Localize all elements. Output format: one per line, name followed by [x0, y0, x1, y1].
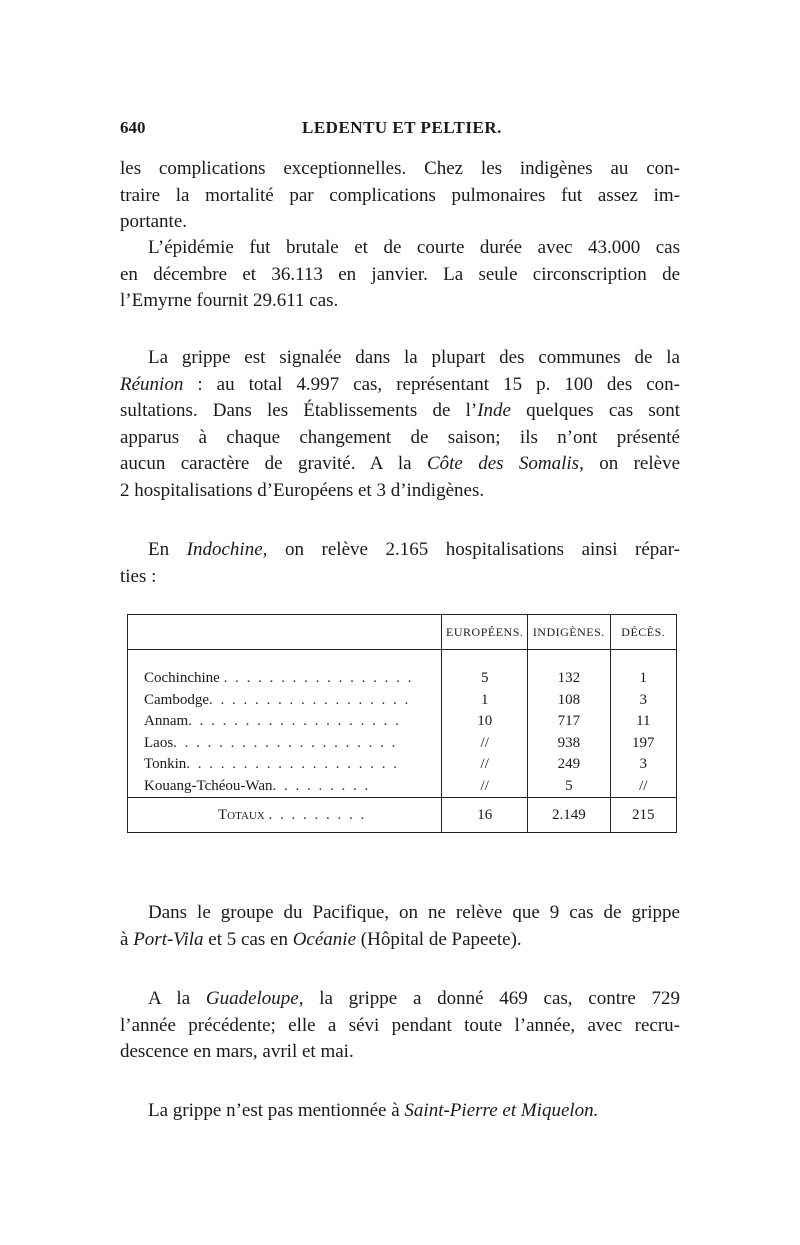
text-line: les complications exceptionnelles. Chez les indigènes au con- — [120, 158, 680, 179]
text-line — [120, 1098, 680, 1125]
place-name: Guadeloupe, — [205, 988, 304, 1009]
text-line: Dans le groupe du Pacifique, on ne relève que 9 cas de grippe — [148, 902, 680, 923]
row-label: Laos — [144, 734, 174, 751]
text-line — [120, 986, 680, 1013]
table-row: Laos. . . . . . . . . . . . . . . . . . . . // 938 197 — [128, 733, 677, 755]
row-label: Cambodge — [144, 691, 209, 708]
text-line — [120, 398, 680, 425]
cell-deces: 3 — [610, 690, 676, 712]
page-header — [120, 118, 680, 142]
header-blank — [128, 615, 442, 650]
text-span: à — [120, 928, 134, 950]
paragraph-1 — [120, 156, 680, 236]
cell-indigenes: 938 — [528, 733, 611, 755]
spacer-row — [128, 650, 677, 669]
place-name: Océanie — [292, 928, 357, 950]
text-line — [120, 537, 680, 564]
place-name: Inde — [477, 400, 511, 421]
text-line: l’année précédente; elle a sévi pendant toute l’année, avec recru- — [120, 1014, 680, 1036]
text-line: en décembre et 36.113 en janvier. La seule circonscription de — [120, 263, 680, 285]
row-label: Annam — [144, 713, 189, 730]
cell-indigenes: 108 — [528, 690, 611, 712]
table-row: Kouang-Tchéou-Wan. . . . . . . . . // 5 // — [128, 776, 677, 798]
total-row: Totaux . . . . . . . . . 16 2.149 215 — [128, 798, 677, 833]
text-span: (Hôpital de Papeete). — [356, 928, 522, 950]
cell-europeens: // — [442, 733, 528, 755]
place-name: Réunion — [120, 373, 184, 395]
text-span: La grippe n’est pas mentionnée à — [148, 1100, 405, 1121]
total-europeens: 16 — [442, 798, 528, 833]
cell-indigenes: 249 — [528, 754, 611, 776]
text-span: et 5 cas en — [203, 928, 293, 950]
header-europeens: EUROPÉENS. — [442, 615, 528, 650]
total-label: Totaux — [218, 806, 265, 823]
place-name: Côte des Somalis, — [426, 453, 584, 474]
row-label: Kouang-Tchéou-Wan — [144, 777, 273, 794]
table-row: Cambodge. . . . . . . . . . . . . . . . . . 1 108 3 — [128, 690, 677, 712]
cell-deces: 11 — [610, 711, 676, 733]
text-line: La grippe est signalée dans la plupart des communes de la — [148, 347, 680, 368]
text-line — [120, 927, 680, 954]
header-deces: DÉCÈS. — [610, 615, 676, 650]
paragraph-6 — [120, 986, 680, 1066]
text-span: : au total 4.997 cas, représentant 15 p. 100 des con- — [183, 373, 680, 395]
text-line — [120, 372, 680, 399]
text-line: traire la mortalité par complications pulmonaires fut assez im- — [120, 184, 680, 206]
place-name: Port-Vila — [133, 928, 204, 950]
cell-deces: // — [610, 776, 676, 798]
text-span: on relève 2.165 hospitalisations ainsi répar- — [267, 539, 680, 560]
cell-deces: 197 — [610, 733, 676, 755]
paragraph-2 — [120, 235, 680, 315]
text-span: A la — [148, 988, 206, 1009]
total-indigenes: 2.149 — [528, 798, 611, 833]
cell-europeens: // — [442, 776, 528, 798]
text-line — [120, 451, 680, 478]
row-label: Tonkin — [144, 756, 187, 773]
page-number: 640 — [120, 118, 146, 137]
table-row: Tonkin. . . . . . . . . . . . . . . . . . . // 249 3 — [128, 754, 677, 776]
header-indigenes: INDIGÈNES. — [528, 615, 611, 650]
place-name: Saint-Pierre et Miquelon. — [404, 1100, 599, 1121]
cell-deces: 3 — [610, 754, 676, 776]
cell-indigenes: 717 — [528, 711, 611, 733]
row-label: Cochinchine — [144, 670, 220, 687]
text-span: En — [148, 539, 187, 560]
table-header-row — [128, 615, 677, 650]
cell-deces: 1 — [610, 668, 676, 690]
hospitalisation-table — [127, 614, 677, 833]
text-line: portante. — [120, 211, 188, 232]
text-line: l’Emyrne fournit 29.611 cas. — [120, 290, 339, 311]
cell-europeens: 5 — [442, 668, 528, 690]
place-name: Indochine, — [186, 539, 268, 560]
text-span: la grippe a donné 469 cas, contre 729 — [303, 988, 680, 1009]
text-line: 2 hospitalisations d’Européens et 3 d’indigènes. — [120, 479, 485, 501]
text-span: sultations. Dans les Établissements de l’ — [120, 400, 478, 421]
paragraph-4 — [120, 537, 680, 590]
text-span: quelques cas sont — [510, 400, 680, 421]
paragraph-7 — [120, 1098, 680, 1125]
text-span: on relève — [583, 453, 681, 474]
text-line: apparus à chaque changement de saison; ils n’ont présenté — [120, 426, 680, 448]
table-row: Cochinchine . . . . . . . . . . . . . . . . . 5 132 1 — [128, 668, 677, 690]
text-line: L’épidémie fut brutale et de courte durée avec 43.000 cas — [148, 237, 680, 258]
text-line: descence en mars, avril et mai. — [120, 1041, 354, 1062]
text-line: ties : — [120, 565, 157, 587]
paragraph-5 — [120, 900, 680, 953]
text-span: aucun caractère de gravité. A la — [120, 453, 427, 474]
cell-europeens: 1 — [442, 690, 528, 712]
paragraph-3 — [120, 345, 680, 504]
total-deces: 215 — [610, 798, 676, 833]
cell-indigenes: 5 — [528, 776, 611, 798]
running-title: LEDENTU ET PELTIER. — [302, 118, 502, 137]
cell-europeens: // — [442, 754, 528, 776]
cell-europeens: 10 — [442, 711, 528, 733]
table-row: Annam. . . . . . . . . . . . . . . . . . . 10 717 11 — [128, 711, 677, 733]
cell-indigenes: 132 — [528, 668, 611, 690]
